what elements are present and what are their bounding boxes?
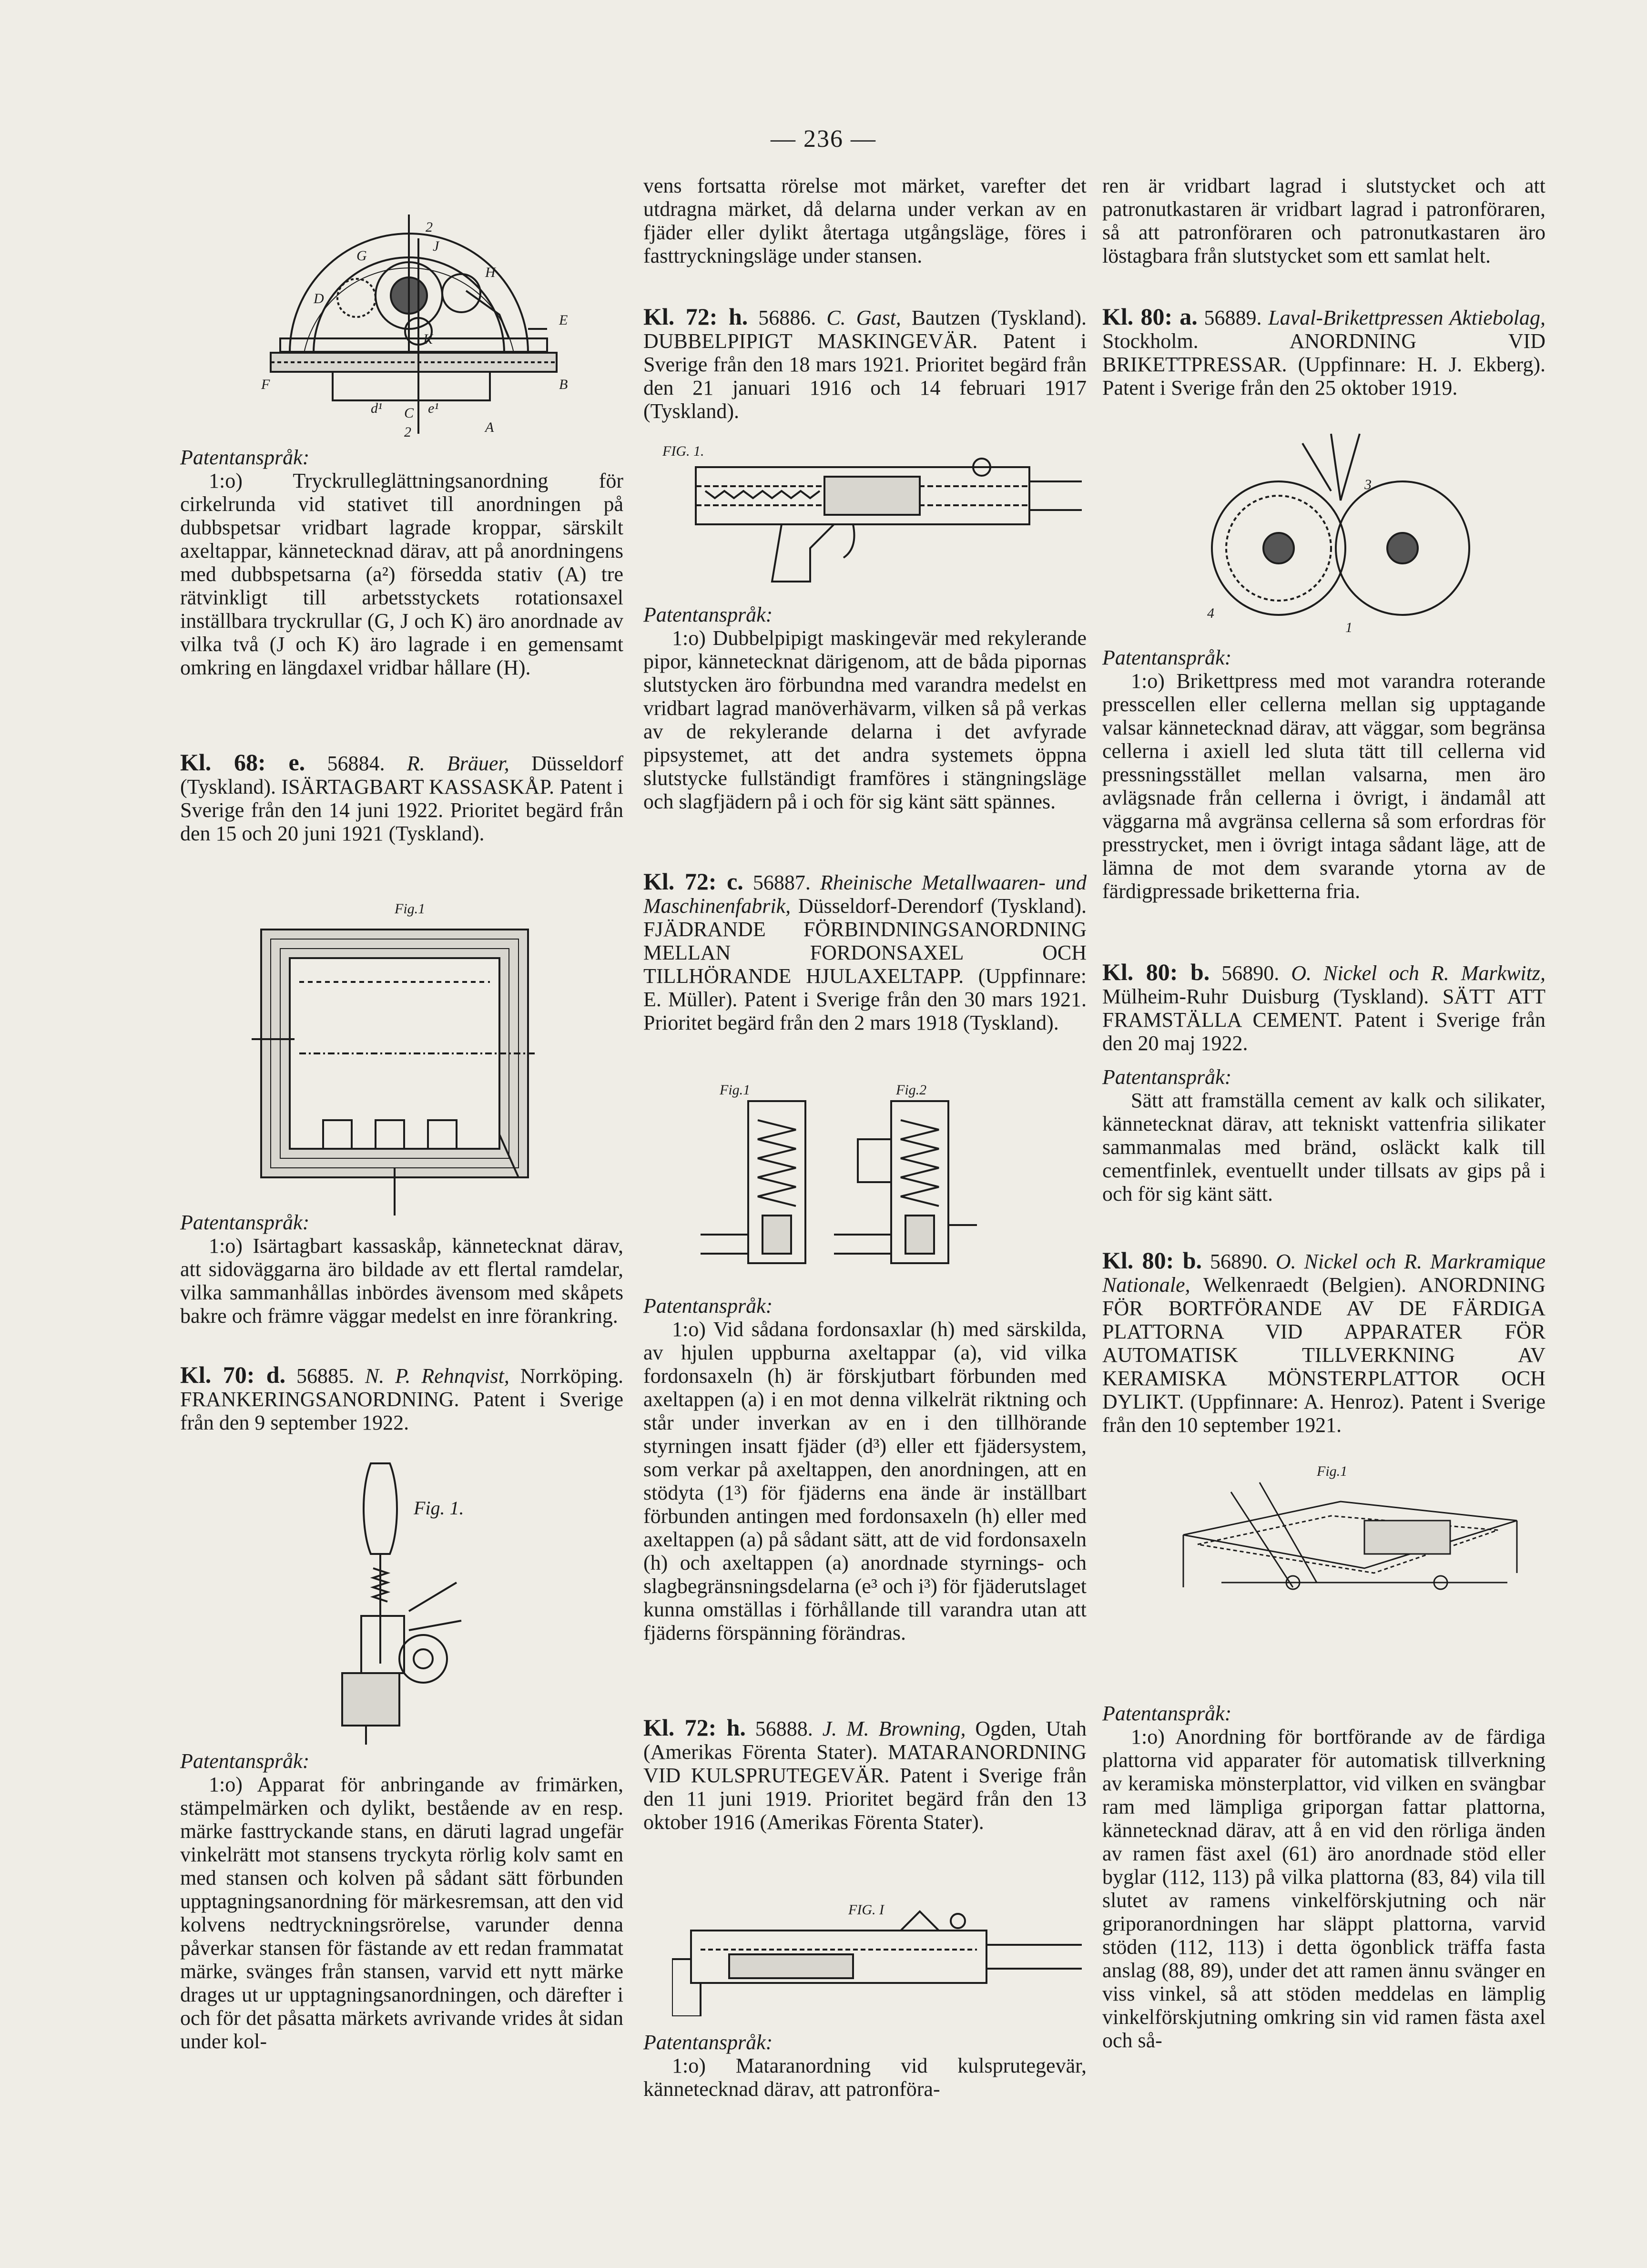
fig-number: 3 (1364, 477, 1372, 492)
figure-axle-spring (701, 1082, 1044, 1297)
entry-text: Stockholm. ANORDNING VID BRIKETTPRESSAR. (Uppfinnare: H. J. Ekberg). Patent i Sverige från den 25 oktober 1919. (1102, 329, 1545, 399)
patent-number: 56889. (1204, 306, 1262, 329)
figure-label: FIG. I (848, 1902, 884, 1918)
entry-56890 (1102, 960, 1545, 1055)
figure-double-barrel-gun (653, 439, 1082, 596)
figure-label: Fig.2 (896, 1082, 927, 1098)
continued-text (643, 174, 1087, 267)
figure-label: Fig.1 (1317, 1463, 1348, 1479)
figure-label: Fig.1 (720, 1082, 751, 1098)
entry-56889 (1102, 305, 1545, 399)
claim-block-56885 (180, 1749, 623, 2053)
applicant-name: O. Nickel och R. Markwitz, (1291, 961, 1546, 985)
applicant-name: C. Gast, (826, 306, 901, 329)
claim-text: 1:o) Brikettpress med mot varandra roterande presscellen eller cellerna mellan sig upptagande valsar kännetecknad därav, att väggar, som begränsa cellerna i axiell led sluta tätt till cellerna vid pressningsstället mellan valsarna, men äro avlägsnade från cellerna i övrigt, i ändamål att väggarna må avgränsa cellerna så som erfordras för presstrycket, men i övrigt intaga sådant läge, att de lämna de mot dem svarande ytorna av de färdigpressade briketterna fria. (1102, 669, 1545, 903)
claim-label: Patentanspråk: (180, 1211, 310, 1234)
figure-briquette-press (1207, 424, 1474, 634)
claim-label: Patentanspråk: (1102, 1065, 1232, 1089)
figure-pressure-roller-device (261, 195, 576, 448)
entry-56886 (643, 305, 1087, 423)
patent-number: 56886. (758, 306, 816, 329)
patent-number: 56885. (296, 1364, 354, 1388)
claim-text: Sätt att framställa cement av kalk och silikater, kännetecknat därav, att tekniskt vattenfria silikater sammanmalas med bränd, osläckt kalk till cementfinlek, eventuellt under tillsats av gips på i och för sig känt sätt. (1102, 1089, 1545, 1206)
class-number: Kl. 80: a. (1102, 303, 1198, 330)
applicant-name: O. Nickel och R. Markramique Nationale, (1102, 1250, 1545, 1297)
entry-text: Mülheim-Ruhr Duisburg (Tyskland). SÄTT ATT FRAMSTÄLLA CEMENT. Patent i Sverige från den 20 maj 1922. (1102, 985, 1545, 1055)
claim-text: 1:o) Apparat för anbringande av frimärken, stämpelmärken och dylikt, bestående av en resp. märke fasttryckande stans, en däruti lagrad ungefär vinkelrätt mot stansens tryckyta rörlig kolv samt en med stansen och kolven på sådant sätt förbunden upptagningsanordning för märkesremsan, att den vid kolvens nedtryckningsrörelse, varunder denna påverkar stansen för fästande av ett redan frammatat märke, svänges från stansen, varvid ett nytt märke drages ut ur upptagningsanordningen, och därefter i och för det påsatta märkets avrivande vrides åt sidan under kol- (180, 1773, 623, 2053)
figure-tile-transfer (1174, 1463, 1536, 1606)
applicant-name: R. Bräuer, (407, 752, 509, 775)
patent-number: 56884. (327, 752, 385, 775)
patent-number: 56890. (1221, 961, 1280, 985)
figure-stamp-applicator (337, 1459, 518, 1754)
claim-text: 1:o) Mataranordning vid kulsprutegevär, kännetecknad därav, att patronföra- (643, 2054, 1087, 2101)
class-number: Kl. 80: b. (1102, 1247, 1202, 1274)
fig-letter: d¹ (371, 400, 382, 416)
fig-letter: 2 (426, 219, 433, 235)
claim-block-56887 (643, 1294, 1087, 1645)
fig-letter: C (404, 405, 414, 421)
claim-block-56886 (643, 603, 1087, 813)
applicant-name: J. M. Browning, (822, 1717, 966, 1740)
patent-number: 56890. (1210, 1250, 1268, 1273)
entry-text: Ogden, Utah (Amerikas Förenta Stater). MATARANORDNING VID KULSPRUTEGEVÄR. Patent i Sverige från den 11 juni 1919. Prioritet begärd från den 13 oktober 1916 (Amerikas Förenta Stater). (643, 1717, 1087, 1834)
claim-text: 1:o) Tryckrulleglättningsanordning för cirkelrunda vid stativet till anordningen på dubbspetsar vridbart lagrade kroppar, särskilt axeltappar, kännetecknad därav, att på anordningens med dubbspetsarna (a²) försedda stativ (A) tre rätvinkligt till arbetsstyckets rotationsaxel inställbara tryckrullar (G, J och K) äro anordnade av vilka två (J och K) äro lagrade i en gemensamt omkring en längdaxel vridbar hållare (H). (180, 469, 623, 679)
entry-56888 (643, 1716, 1087, 1834)
continuation-text: ren är vridbart lagrad i slutstycket och att patronutkastaren är vridbart lagrad i patronföraren, så att patronföraren och patronutkastaren äro löstagbara från slutstycket som ett samlat helt. (1102, 174, 1545, 267)
fig-letter: H (485, 265, 496, 280)
fig-letter: E (559, 312, 568, 328)
claim-label: Patentanspråk: (643, 603, 773, 626)
applicant-name: Laval-Brikettpressen Aktiebolag, (1268, 306, 1546, 329)
continuation-text: vens fortsatta rörelse mot märket, varefter det utdragna märket, då delarna under verkan av en fjäder eller dylikt återtaga utgångsläge, föres i fasttryckningsläge under stansen. (643, 174, 1087, 267)
patent-number: 56887. (752, 871, 811, 894)
claim-label: Patentanspråk: (643, 1294, 773, 1318)
claim-label: Patentanspråk: (1102, 646, 1232, 669)
class-number: Kl. 70: d. (180, 1361, 286, 1388)
entry-text: Düsseldorf-Derendorf (Tyskland). FJÄDRANDE FÖRBINDNINGSANORDNING MELLAN FORDONSAXEL OCH TILLHÖRANDE HJULAXELTAPP. (Uppfinnare: E. Müller). Patent i Sverige från den 30 mars 1921. Prioritet begärd från den 2 mars 1918 (Tyskland). (643, 894, 1087, 1034)
claim-text: 1:o) Dubbelpipigt maskingevär med rekylerande pipor, kännetecknat därigenom, att de båda pipornas slutstycken äro förbundna med varandra medelst en vridbart lagrad manöverhävarm, vilken så på verkas av de rekylerande delarna i det avfyrade pipsystemet, att det andra systemets öppna slutstycke fullständigt framföres i stängningsläge och slagfjädern på i och för sig känt sätt spännes. (643, 626, 1087, 813)
continued-text (1102, 174, 1545, 267)
class-number: Kl. 72: c. (643, 868, 743, 895)
entry-56887 (643, 870, 1087, 1034)
fig-number: 1 (1345, 620, 1352, 635)
claim-block-56890 (1102, 1065, 1545, 1206)
class-number: Kl. 80: b. (1102, 959, 1210, 985)
fig-letter: K (423, 331, 433, 347)
figure-label: Fig. 1. (414, 1497, 464, 1519)
claim-label: Patentanspråk: (180, 1749, 310, 1773)
claim-label: Patentanspråk: (643, 2031, 773, 2054)
applicant-name: Rheinische Metallwaaren- und Maschinenfabrik, (643, 871, 1087, 918)
entry-text: Bautzen (Tyskland). DUBBELPIPIGT MASKINGEVÄR. Patent i Sverige från den 18 mars 1921. Prioritet begärd från den 21 januari 1916 och 14 februari 1917 (Tyskland). (643, 306, 1087, 423)
page-number: — 236 — (771, 125, 876, 153)
fig-letter: G (356, 248, 367, 264)
class-number: Kl. 68: e. (180, 749, 305, 776)
entry-text: Düsseldorf (Tyskland). ISÄRTAGBART KASSASKÅP. Patent i Sverige från den 14 juni 1922. Prioritet begärd från den 15 och 20 juni 1921 (Tyskland). (180, 752, 624, 845)
entry-text: Norrköping. FRANKERINGSANORDNING. Patent i Sverige från den 9 september 1922. (180, 1364, 624, 1434)
claim-label: Patentanspråk: (1102, 1702, 1232, 1725)
class-number: Kl. 72: h. (643, 1714, 746, 1741)
claim-block-56884 (180, 1211, 623, 1328)
patent-number: 56888. (755, 1717, 813, 1740)
figure-label: FIG. 1. (662, 443, 704, 459)
entry-56890-b (1102, 1249, 1545, 1437)
fig-letter: F (261, 377, 270, 392)
entry-text: Welkenraedt (Belgien). ANORDNING FÖR BORTFÖRANDE AV DE FÄRDIGA PLATTORNA VID APPARATER FÖR AUTOMATISK TILLVERKNING AV KERAMISKA MÖNSTERPLATTOR OCH DYLIKT. (Uppfinnare: A. Henroz). Patent i Sverige från den 10 september 1921. (1102, 1273, 1545, 1437)
fig-letter: D (314, 291, 324, 306)
claim-block-56890-b (1102, 1702, 1545, 2052)
claim-block-56888 (643, 2031, 1087, 2101)
figure-label: Fig.1 (395, 901, 426, 917)
claim-text: 1:o) Isärtagbart kassaskåp, kännetecknat därav, att sidoväggarna äro bildade av ett flertal ramdelar, vilka sammanhållas inbördes ävensom med skåpets bakre och främre väggar medelst en inre förankring. (180, 1234, 623, 1328)
claim-text: 1:o) Vid sådana fordonsaxlar (h) med särskilda, av hjulen uppburna axeltappar (a), vid vilka fordonsaxeln (h) är förskjutbart förbunden med axeltappen (a) i en mot denna vilkelrät riktning och står under inverkan av en i den tillhörande styrningen insatt fjäder (d³) eller ett fjädersystem, som verkar på axeltappen, den anordningen, att en stödyta (1³) för fjäderns ena ände är inställbart förbunden antingen med fordonsaxeln (h) eller med axeltappen (a) på sådant sätt, att de vid fordonsaxeln (h) och axeltappen (a) anordnade styrnings- och slagbegränsningsdelarna (e³ och i³) för fjäderutslaget kunna omställas i förhållande till varandra utan att fjäderns förspänning förändras. (643, 1318, 1087, 1645)
claim-text: 1:o) Anordning för bortförande av de färdiga plattorna vid apparater för automatisk tillverkning av keramiska mönsterplattor, vid vilken en svängbar ram med lämpliga griporgan fattar plattorna, kännetecknad därav, att å en vid den rörliga änden av ramen fäst axel (61) äro anordnade stöd eller byglar (112, 113) på vilka plattorna (83, 84) vila till slutet av ramens vinkelförskjutning och när griporanordningen har släppt plattorna, varvid stöden (112, 113) i detta ögonblick träffa fasta anslag (88, 89), under det att ramen ännu svänger en viss vinkel, så att stöden meddelas en lämplig vinkelförskjutning omkring sin vid ramen fästa axel och så- (1102, 1725, 1545, 2052)
fig-number: 4 (1207, 605, 1214, 621)
fig-letter: A (485, 419, 494, 435)
claim-block-56889 (1102, 646, 1545, 903)
fig-letter: J (433, 238, 439, 254)
entry-56885 (180, 1363, 623, 1434)
claim-label: Patentanspråk: (180, 446, 310, 469)
fig-letter: 2 (404, 424, 411, 440)
fig-letter: e¹ (428, 400, 439, 416)
figure-safe-section (252, 901, 557, 1225)
fig-letter: B (559, 377, 568, 392)
figure-machine-gun-feeder (672, 1902, 1082, 2016)
claim-block-56883 (180, 446, 623, 679)
entry-56884 (180, 751, 623, 845)
applicant-name: N. P. Rehnqvist, (365, 1364, 509, 1388)
class-number: Kl. 72: h. (643, 303, 748, 330)
